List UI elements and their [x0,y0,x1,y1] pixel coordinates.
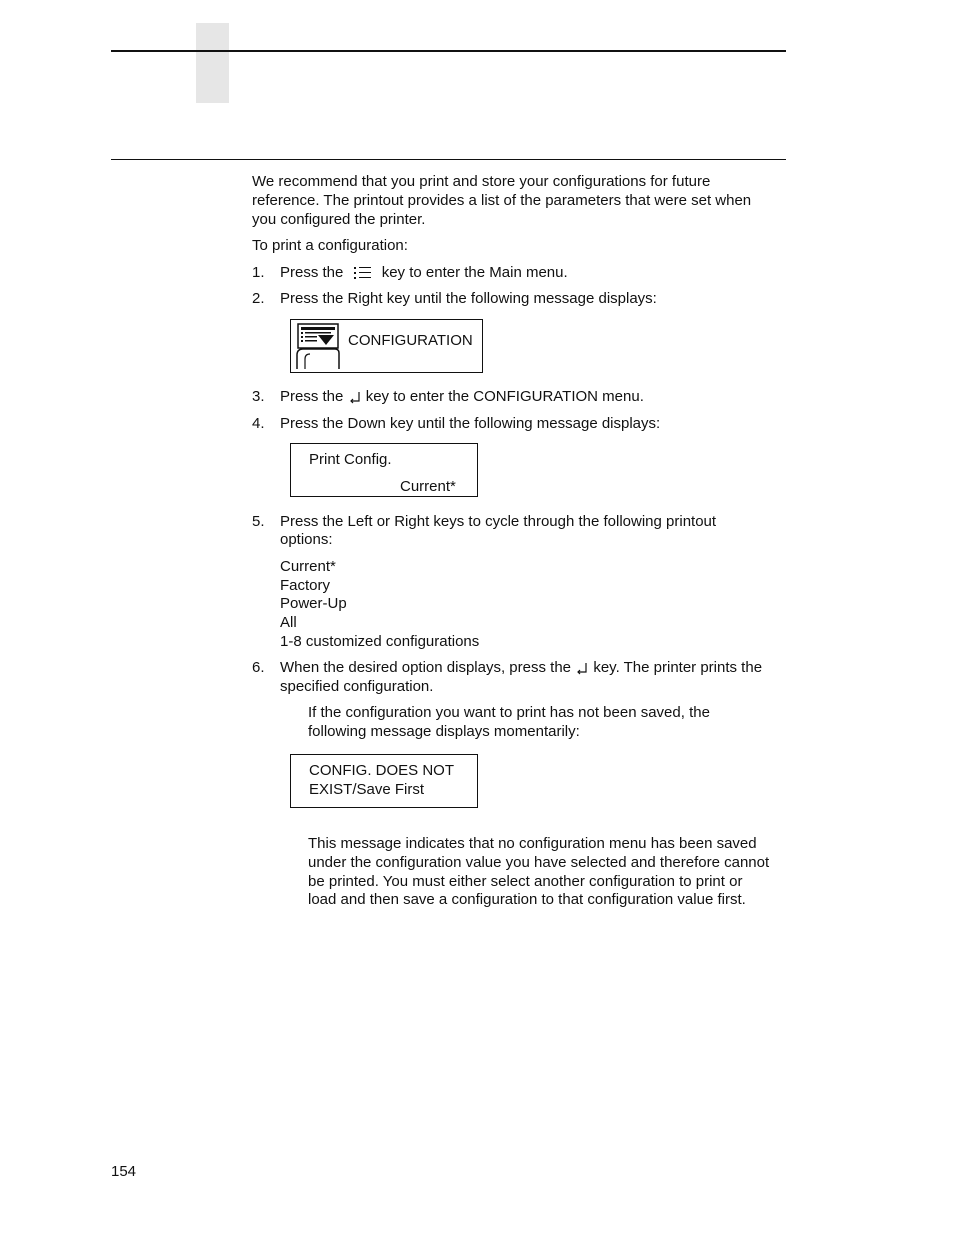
step-3-before: Press the [280,388,344,405]
lcd-line-1: Print Config. [309,451,392,468]
lcd-line-1: CONFIG. DOES NOT [309,762,455,779]
enter-key-icon [349,390,361,404]
section-rule [111,159,786,160]
step-number: 6. [252,659,265,676]
header-rule [111,50,786,52]
step-number: 3. [252,388,265,405]
lcd-configuration-label: CONFIGURATION [348,332,473,349]
option-item: All [280,614,297,631]
step-1-text [280,263,568,282]
step-1-before: Press the [280,264,344,281]
option-item: Factory [280,577,331,594]
lcd-configuration-display [290,319,483,373]
step-5-line-2: options: [280,531,333,548]
enter-key-icon [576,661,588,675]
step-5-line-1: Press the Left or Right keys to cycle through the following printout [280,513,717,530]
configuration-printer-icon [295,323,341,370]
step-3-text [280,387,644,406]
note-1-line-1: If the configuration you want to print has not been saved, the [308,704,710,721]
note-2-line-2: under the configuration value you have selected and therefore cannot [308,854,770,871]
step-4-text: Press the Down key until the following message displays: [280,415,661,432]
page-number: 154 [111,1163,137,1180]
step-2-text: Press the Right key until the following message displays: [280,290,657,307]
step-number: 5. [252,513,265,530]
lcd-line-2: Current* [400,478,456,495]
step-6-after: key. The printer prints the [593,659,763,676]
lcd-line-2: EXIST/Save First [309,781,425,798]
step-number: 1. [252,264,265,281]
step-number: 2. [252,290,265,307]
intro-line-2: reference. The printout provides a list of the parameters that were set when [252,192,752,209]
intro-line-1: We recommend that you print and store your configurations for future [252,173,711,190]
lcd-error-display [290,754,478,808]
step-6-line-1 [280,658,762,677]
step-6-before: When the desired option displays, press the [280,659,571,676]
menu-key-icon [352,265,374,281]
option-item: Power-Up [280,595,347,612]
note-2-line-3: be printed. You must either select another configuration to print or [308,873,743,890]
intro-line-3: you configured the printer. [252,211,426,228]
procedure-lead: To print a configuration: [252,237,408,254]
step-6-line-2: specified configuration. [280,678,434,695]
note-1-line-2: following message displays momentarily: [308,723,580,740]
note-2-line-4: load and then save a configuration to that configuration value first. [308,891,746,908]
step-1-after: key to enter the Main menu. [381,264,568,281]
chapter-tab [196,23,229,103]
step-number: 4. [252,415,265,432]
step-3-after: key to enter the CONFIGURATION menu. [365,388,644,405]
option-item: Current* [280,558,336,575]
lcd-print-config-display [290,443,478,497]
note-2-line-1: This message indicates that no configuration menu has been saved [308,835,757,852]
option-item: 1-8 customized configurations [280,633,480,650]
